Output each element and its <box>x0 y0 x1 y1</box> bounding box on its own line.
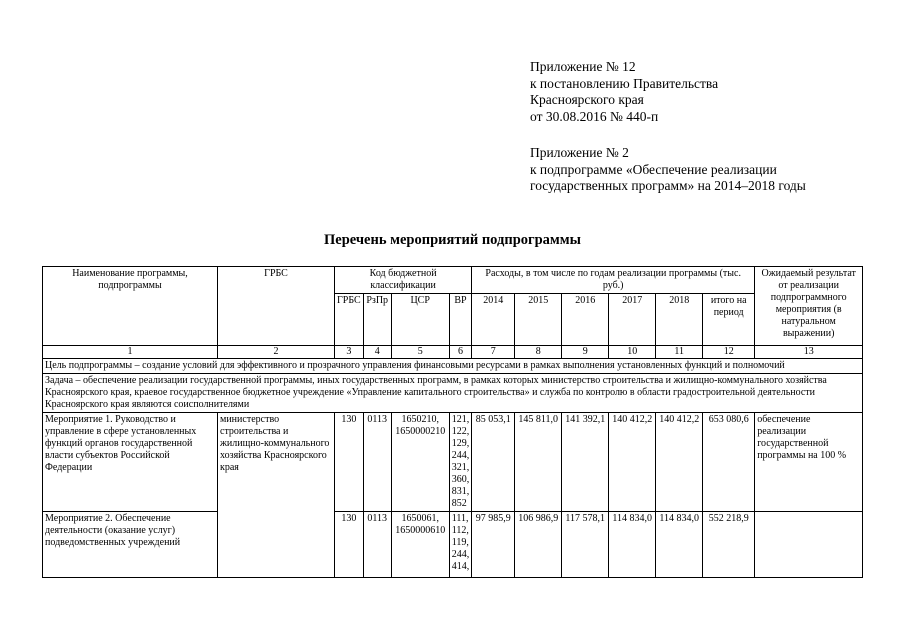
expected-result: обеспечение реализации государственной программы на 100 % <box>755 413 863 512</box>
expense-2014: 85 053,1 <box>472 413 515 512</box>
col-header-year: 2015 <box>515 294 562 346</box>
vr-code: 121, 122, 129, 244, 321, 360, 831, 852 <box>449 413 472 512</box>
column-number: 5 <box>391 346 449 359</box>
column-number: 8 <box>515 346 562 359</box>
col-header-budget-code: Код бюджетной классификации <box>335 267 472 294</box>
grbs-code: 130 <box>335 512 364 578</box>
goal-row: Цель подпрограммы – создание условий для эффективного и прозрачного управления финансовыми ресурсами в рамках выполнения установленных функций и полномочий <box>43 359 863 374</box>
grbs-code: 130 <box>335 413 364 512</box>
col-header-year: 2014 <box>472 294 515 346</box>
column-number: 9 <box>562 346 609 359</box>
approval-header <box>530 59 718 125</box>
col-header-grbs: ГРБС <box>218 267 335 346</box>
csr-code: 1650061, 1650000610 <box>391 512 449 578</box>
header-line: к подпрограмме «Обеспечение реализации <box>530 161 777 177</box>
col-header-result: Ожидаемый результат от реализации подпрограммного мероприятия (в натуральном выражении) <box>755 267 863 346</box>
appendix-header <box>530 145 806 195</box>
col-header-grbs-code: ГРБС <box>335 294 364 346</box>
expense-2017: 140 412,2 <box>609 413 656 512</box>
column-number: 10 <box>609 346 656 359</box>
header-line: Приложение № 12 <box>530 59 636 74</box>
expense-2018: 114 834,0 <box>656 512 703 578</box>
column-number: 2 <box>218 346 335 359</box>
column-number: 13 <box>755 346 863 359</box>
expected-result <box>755 512 863 578</box>
col-header-rzpr: РзПр <box>363 294 391 346</box>
header-line: государственных программ» на 2014–2018 годы <box>530 178 806 193</box>
header-line: Приложение № 2 <box>530 145 629 160</box>
column-number: 11 <box>656 346 703 359</box>
expense-2014: 97 985,9 <box>472 512 515 578</box>
expense-2017: 114 834,0 <box>609 512 656 578</box>
expense-2015: 145 811,0 <box>515 413 562 512</box>
expense-2016: 141 392,1 <box>562 413 609 512</box>
col-header-year: 2016 <box>562 294 609 346</box>
measure-name: Мероприятие 1. Руководство и управление в сфере установленных функций органов государственной власти субъектов Российской Федерации <box>43 413 218 512</box>
expense-2016: 117 578,1 <box>562 512 609 578</box>
col-header-name: Наименование программы, подпрограммы <box>43 267 218 346</box>
header-line: от 30.08.2016 № 440-п <box>530 108 659 124</box>
column-numbers-row <box>43 346 863 359</box>
col-header-expenses: Расходы, в том числе по годам реализации программы (тыс. руб.) <box>472 267 755 294</box>
column-number: 7 <box>472 346 515 359</box>
column-number: 6 <box>449 346 472 359</box>
col-header-total: итого на период <box>703 294 755 346</box>
col-header-csr: ЦСР <box>391 294 449 346</box>
rzpr-code: 0113 <box>363 413 391 512</box>
column-number: 12 <box>703 346 755 359</box>
measure-name: Мероприятие 2. Обеспечение деятельности (оказание услуг) подведомственных учреждений <box>43 512 218 578</box>
rzpr-code: 0113 <box>363 512 391 578</box>
expense-2018: 140 412,2 <box>656 413 703 512</box>
task-row: Задача – обеспечение реализации государственной программы, иных государственных программ, в рамках которых министерство строительства и жилищно-коммунального хозяйства Красноярского края, краевое государственное бюджетное учреждение «Управление капитального строительства» и служба по контролю в области градостроительной деятельности Красноярского края являются соисполнителями <box>43 374 863 413</box>
measures-table <box>42 266 863 578</box>
table-row <box>43 512 863 578</box>
column-number: 3 <box>335 346 364 359</box>
expense-total: 552 218,9 <box>703 512 755 578</box>
col-header-year: 2018 <box>656 294 703 346</box>
expense-total: 653 080,6 <box>703 413 755 512</box>
col-header-vr: ВР <box>449 294 472 346</box>
col-header-year: 2017 <box>609 294 656 346</box>
grbs-name: министерство строительства и жилищно-коммунального хозяйства Красноярского края <box>218 413 335 578</box>
header-line: Красноярского края <box>530 92 644 107</box>
vr-code: 111, 112, 119, 244, 414, <box>449 512 472 578</box>
column-number: 1 <box>43 346 218 359</box>
table-row <box>43 413 863 512</box>
column-number: 4 <box>363 346 391 359</box>
header-line: к постановлению Правительства <box>530 75 719 91</box>
page-title: Перечень мероприятий подпрограммы <box>324 232 581 248</box>
expense-2015: 106 986,9 <box>515 512 562 578</box>
csr-code: 1650210, 1650000210 <box>391 413 449 512</box>
